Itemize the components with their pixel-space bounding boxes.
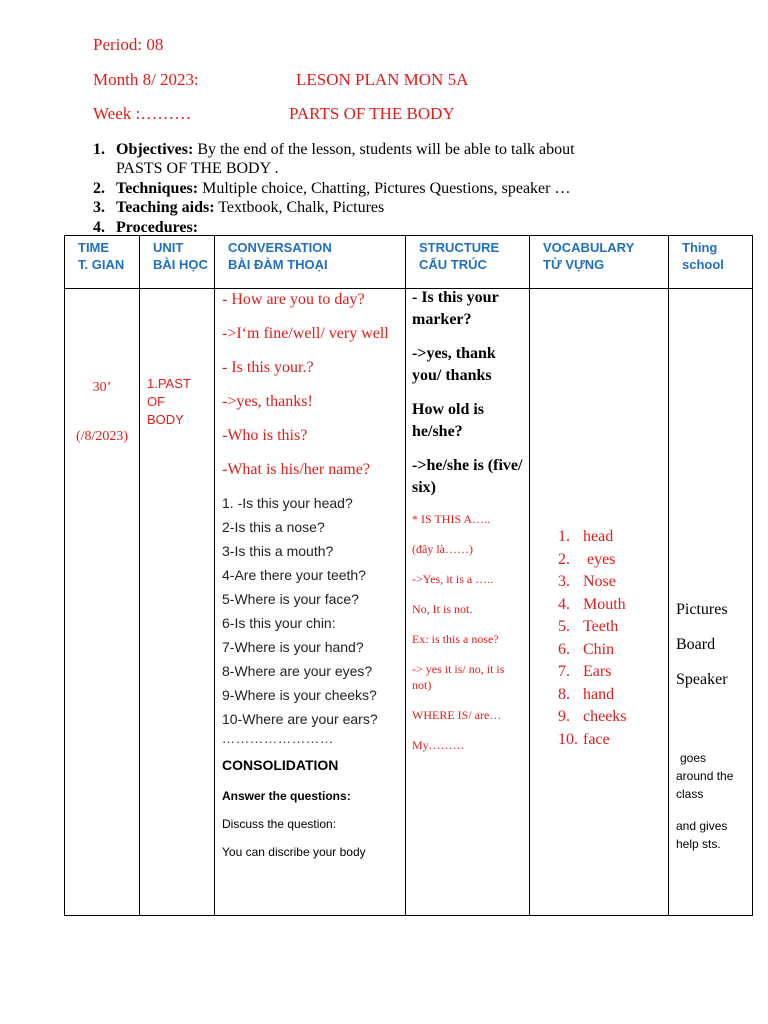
vocab-word: eyes <box>583 550 616 568</box>
date: (/8/2023) <box>75 429 129 444</box>
week-label: Week :……… <box>93 104 192 123</box>
thing-note-gives <box>676 817 752 853</box>
structure-line: - Is this your marker? <box>412 289 499 328</box>
header-time-vi: T. GIAN <box>78 257 125 272</box>
header-vocabulary <box>530 236 669 289</box>
procedures-label: Procedures: <box>116 219 199 236</box>
header-structure-en: STRUCTURE <box>419 240 500 255</box>
question-item: 6-Is this your chin: <box>222 615 336 631</box>
answer-questions: Answer the questions: <box>222 789 351 803</box>
discuss-question: Discuss the question: <box>222 817 337 831</box>
objective-number: 1. <box>93 141 105 158</box>
dialogue-line: ->I‘m fine/well/ very well <box>222 325 389 342</box>
structure-line: ->he/she is (five/ six) <box>412 457 523 496</box>
teaching-aids-text: Textbook, Chalk, Pictures <box>214 199 385 216</box>
dialogue-line: - How are you to day? <box>222 291 365 308</box>
structure-note: No, It is not. <box>412 602 473 616</box>
dialogue-line: ->yes, thanks! <box>222 393 313 410</box>
month-label: Month 8/ 2023: <box>93 70 199 89</box>
question-item: 3-Is this a mouth? <box>222 543 334 559</box>
lesson-table <box>64 235 753 916</box>
question-item: 7-Where is your hand? <box>222 639 364 655</box>
note-line: class <box>676 787 704 801</box>
vocabulary-item <box>558 729 668 752</box>
vocab-number: 9. <box>558 708 570 725</box>
vocab-number: 3. <box>558 573 570 590</box>
question-item: 9-Where is your cheeks? <box>222 687 377 703</box>
header-time <box>65 236 140 289</box>
dots-line: …………………… <box>222 731 334 746</box>
note-line: goes <box>680 751 707 765</box>
header-conversation-en: CONVERSATION <box>228 240 332 255</box>
time-cell <box>65 289 140 916</box>
header-unit <box>140 236 215 289</box>
techniques-number: 2. <box>93 180 105 197</box>
vocab-number: 10. <box>558 730 578 748</box>
header-structure-vi: CẤU TRÚC <box>419 257 487 272</box>
header-conversation <box>215 236 406 289</box>
conversation-cell <box>215 289 406 916</box>
question-item: 10-Where are your ears? <box>222 711 378 727</box>
vocab-number: 7. <box>558 663 570 680</box>
header-thing-1: Thing <box>682 240 718 255</box>
header-time-en: TIME <box>78 240 110 255</box>
dialogue-line: - Is this your.? <box>222 359 314 376</box>
vocabulary-item <box>558 594 668 617</box>
vocabulary-item <box>558 571 668 594</box>
thing-cell <box>669 289 753 916</box>
vocab-word: Teeth <box>583 618 619 635</box>
structure-note: (đây là……) <box>412 542 473 556</box>
vocab-word: Ears <box>583 663 612 680</box>
header-structure <box>406 236 530 289</box>
thing-note-goes <box>676 749 752 803</box>
objective-item <box>93 140 575 159</box>
vocab-number: 8. <box>558 685 570 703</box>
vocabulary-list <box>530 526 668 751</box>
topic-title: PARTS OF THE BODY <box>289 104 455 123</box>
structure-note: My……… <box>412 738 465 752</box>
duration: 30’ <box>92 380 112 395</box>
vocabulary-item <box>558 616 668 639</box>
thing-list <box>676 592 752 697</box>
techniques-text: Multiple choice, Chatting, Pictures Questions, speaker … <box>198 180 571 197</box>
dialogue-line: -What is his/her name? <box>222 461 370 478</box>
question-list <box>222 491 399 731</box>
structure-note: ->Yes, it is a ….. <box>412 572 494 586</box>
question-item: 1. -Is this your head? <box>222 495 353 511</box>
vocabulary-item <box>558 661 668 684</box>
vocab-word: cheeks <box>583 708 627 725</box>
teaching-aids-item <box>93 198 384 217</box>
structure-line: ->yes, thank you/ thanks <box>412 345 496 384</box>
consolidation-heading: CONSOLIDATION <box>222 757 339 773</box>
unit-line: 1.PAST <box>147 376 191 391</box>
vocab-number: 6. <box>558 640 570 658</box>
note-line: and gives <box>676 819 728 833</box>
lesson-plan-title: LESON PLAN MON 5A <box>296 70 469 89</box>
header-thing <box>669 236 753 289</box>
vocab-word: Mouth <box>583 595 626 613</box>
vocab-number: 2. <box>558 550 570 568</box>
structure-note: * IS THIS A….. <box>412 512 491 526</box>
structure-note: WHERE IS/ are… <box>412 708 502 722</box>
table-row <box>65 289 753 916</box>
objective-text-continued: PASTS OF THE BODY . <box>116 160 279 177</box>
vocabulary-item <box>558 639 668 662</box>
objective-text: By the end of the lesson, students will be able to talk about <box>193 141 575 158</box>
vocab-word: hand <box>583 685 615 703</box>
vocabulary-item <box>558 526 668 549</box>
vocabulary-item <box>558 706 668 729</box>
procedures-number: 4. <box>93 219 105 236</box>
unit-cell <box>140 289 215 916</box>
unit-line: BODY <box>147 412 184 427</box>
objective-label: Objectives: <box>116 141 194 158</box>
dialogue-line: -Who is this? <box>222 427 308 444</box>
techniques-label: Techniques: <box>116 180 199 197</box>
structure-note: -> yes it is/ no, it is not) <box>412 662 505 692</box>
header-unit-vi: BÀI HỌC <box>153 257 208 272</box>
vocab-word: Nose <box>583 573 616 590</box>
conversation-dialogue <box>222 289 399 480</box>
vocab-word: face <box>583 730 610 748</box>
note-line: around the <box>676 769 734 783</box>
note-line: help sts. <box>676 837 721 851</box>
vocabulary-item <box>558 549 668 572</box>
vocab-word: Chin <box>583 640 615 658</box>
describe-body: You can discribe your body <box>222 845 366 859</box>
teaching-aids-number: 3. <box>93 199 105 216</box>
header-vocabulary-vi: TỪ VỰNG <box>543 257 605 272</box>
vocab-number: 4. <box>558 595 570 613</box>
vocab-word: head <box>583 528 614 545</box>
header-conversation-vi: BÀI ĐÀM THOẠI <box>228 257 328 272</box>
vocabulary-cell <box>530 289 669 916</box>
teaching-aids-label: Teaching aids: <box>116 199 215 216</box>
structure-cell <box>406 289 530 916</box>
header-vocabulary-en: VOCABULARY <box>543 240 635 255</box>
vocabulary-item <box>558 684 668 707</box>
question-item: 8-Where are your eyes? <box>222 663 373 679</box>
period-label: Period: 08 <box>93 35 164 54</box>
thing-item: Board <box>676 636 716 653</box>
header-unit-en: UNIT <box>153 240 184 255</box>
unit-line: OF <box>147 394 166 409</box>
question-item: 2-Is this a nose? <box>222 519 325 535</box>
question-item: 5-Where is your face? <box>222 591 359 607</box>
structure-note: Ex: is this a nose? <box>412 632 499 646</box>
thing-item: Speaker <box>676 671 728 688</box>
techniques-item <box>93 179 570 198</box>
vocab-number: 5. <box>558 618 570 635</box>
table-header-row <box>65 236 753 289</box>
structure-line: How old is he/she? <box>412 401 485 440</box>
question-item: 4-Are there your teeth? <box>222 567 366 583</box>
header-thing-2: school <box>682 257 724 272</box>
vocab-number: 1. <box>558 528 570 545</box>
thing-item: Pictures <box>676 601 728 618</box>
